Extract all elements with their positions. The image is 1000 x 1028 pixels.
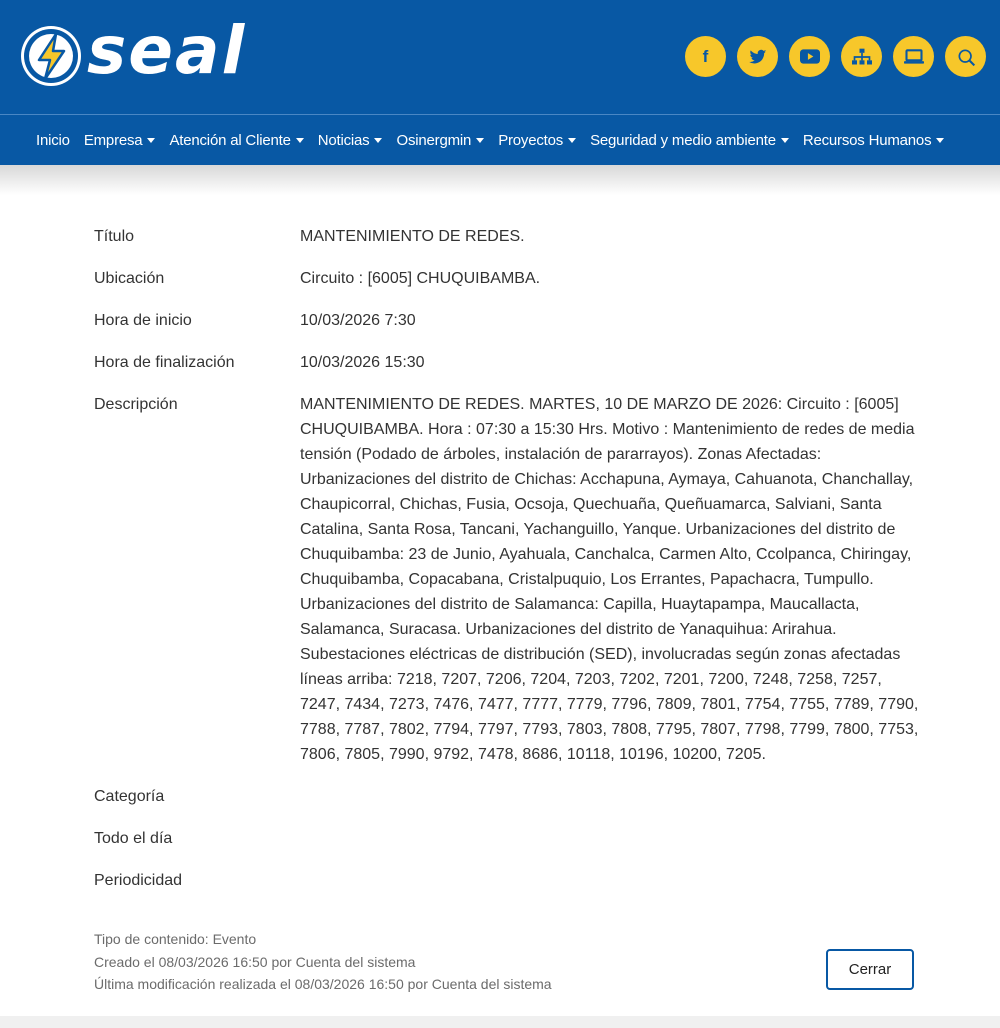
nav-item-empresa[interactable] — [84, 132, 156, 149]
twitter-icon[interactable] — [737, 36, 778, 77]
youtube-icon[interactable] — [789, 36, 830, 77]
nav-item-label: Empresa — [83, 131, 143, 149]
header-shadow — [0, 165, 1000, 195]
detail-label: Descripción — [94, 396, 178, 413]
close-button[interactable]: Cerrar — [826, 949, 914, 990]
facebook-icon[interactable] — [685, 36, 726, 77]
detail-row-descripcion — [94, 392, 924, 767]
facebook-glyph: f — [702, 46, 709, 66]
modified-text: Última modificación realizada el 08/03/2026 16:50 por Cuenta del sistema — [94, 976, 552, 992]
content-metadata — [94, 928, 552, 996]
detail-value-hora-inicio: 10/03/2026 7:30 — [300, 312, 416, 329]
nav-item-label: Recursos Humanos — [802, 131, 932, 149]
caret-down-icon — [147, 138, 155, 143]
detail-label: Categoría — [94, 788, 165, 805]
nav-item-noticias[interactable] — [318, 132, 383, 149]
detail-label: Todo el día — [94, 830, 173, 847]
detail-label: Ubicación — [94, 270, 165, 287]
created-text: Creado el 08/03/2026 16:50 por Cuenta del sistema — [94, 953, 416, 970]
caret-down-icon — [476, 138, 484, 143]
page-footer-strip — [0, 1016, 1000, 1028]
nav-item-label: Seguridad y medio ambiente — [590, 131, 776, 149]
detail-value-periodicidad — [300, 868, 920, 893]
detail-row-categoria — [94, 784, 924, 809]
site-header — [0, 0, 1000, 114]
detail-value-todo-el-dia — [300, 826, 920, 851]
brand-wordmark: seal — [87, 12, 247, 89]
caret-down-icon — [296, 138, 304, 143]
nav-item-recursos-humanos[interactable] — [803, 132, 945, 149]
detail-row-hora-inicio — [94, 308, 924, 333]
laptop-icon[interactable] — [893, 36, 934, 77]
detail-value-hora-fin: 10/03/2026 15:30 — [300, 354, 425, 371]
detail-row-titulo — [94, 224, 924, 249]
content-type-text: Tipo de contenido: Evento — [94, 931, 257, 947]
detail-row-hora-fin — [94, 350, 924, 375]
detail-label: Título — [94, 228, 135, 245]
sitemap-icon[interactable] — [841, 36, 882, 77]
detail-value-titulo: MANTENIMIENTO DE REDES. — [300, 228, 525, 245]
detail-row-todo-el-dia — [94, 826, 924, 851]
caret-down-icon — [568, 138, 576, 143]
nav-item-label: Inicio — [36, 131, 70, 149]
detail-row-periodicidad — [94, 868, 924, 893]
lightning-bolt-icon — [21, 26, 81, 86]
seal-logo[interactable] — [21, 12, 271, 89]
nav-item-inicio[interactable] — [36, 132, 70, 149]
nav-item-label: Proyectos — [498, 131, 564, 149]
event-details — [94, 224, 924, 910]
detail-label: Hora de inicio — [94, 312, 192, 329]
main-navigation — [0, 114, 1000, 165]
caret-down-icon — [374, 138, 382, 143]
detail-value-ubicacion: Circuito : [6005] CHUQUIBAMBA. — [300, 270, 541, 287]
detail-label: Hora de finalización — [94, 354, 235, 371]
search-icon[interactable] — [945, 36, 986, 77]
caret-down-icon — [936, 138, 944, 143]
detail-value-categoria — [300, 784, 920, 809]
nav-item-proyectos[interactable] — [498, 132, 576, 149]
nav-item-seguridad-medio-ambiente[interactable] — [590, 132, 789, 149]
nav-item-atencion-al-cliente[interactable] — [169, 132, 303, 149]
nav-item-label: Osinergmin — [396, 131, 472, 149]
nav-item-osinergmin[interactable] — [396, 132, 484, 149]
detail-label: Periodicidad — [94, 872, 183, 889]
detail-value-descripcion: MANTENIMIENTO DE REDES. MARTES, 10 DE MARZO DE 2026: Circuito : [6005] CHUQUIBAMBA. Hora : 07:30 a 15:30 Hrs. Motivo : Mantenimiento de redes de media tensión (Podado de árboles, instalación de pararrayos). Zonas Afectadas: Urbanizaciones del distrito de Chichas: Acchapuna, Aymaya, Cahuanota, Chanchallay, Chaupicorral, Chichas, Fusia, Ocsoja, Quechuaña, Queñuamarca, Salviani, Santa Catalina, Santa Rosa, Tancani, Yachanguillo, Yanque. Urbanizaciones del distrito de Chuquibamba: 23 de Junio, Ayahuala, Canchalca, Carmen Alto, Ccolpanca, Chiringay, Chuquibamba, Copacabana, Cristalpuquio, Los Errantes, Papachacra, Tumpullo. Urbanizaciones del distrito de Salamanca: Capilla, Huaytapampa, Maucallacta, Salamanca, Suracasa. Urbanizaciones del distrito de Yanaquihua: Arirahua. Subestaciones eléctricas de distribución (SED), involucradas según zonas afectadas líneas arriba: 7218, 7207, 7206, 7204, 7203, 7202, 7201, 7200, 7248, 7258, 7257, 7247, 7434, 7273, 7476, 7477, 7777, 7779, 7796, 7809, 7801, 7754, 7755, 7789, 7790, 7788, 7787, 7802, 7794, 7797, 7793, 7803, 7808, 7795, 7807, 7798, 7799, 7800, 7753, 7806, 7805, 7990, 9792, 7478, 8686, 10118, 10196, 10200, 7205. — [300, 396, 919, 763]
nav-item-label: Noticias — [317, 131, 370, 149]
caret-down-icon — [781, 138, 789, 143]
social-links — [685, 36, 986, 77]
nav-item-label: Atención al Cliente — [169, 131, 291, 149]
detail-row-ubicacion — [94, 266, 924, 291]
